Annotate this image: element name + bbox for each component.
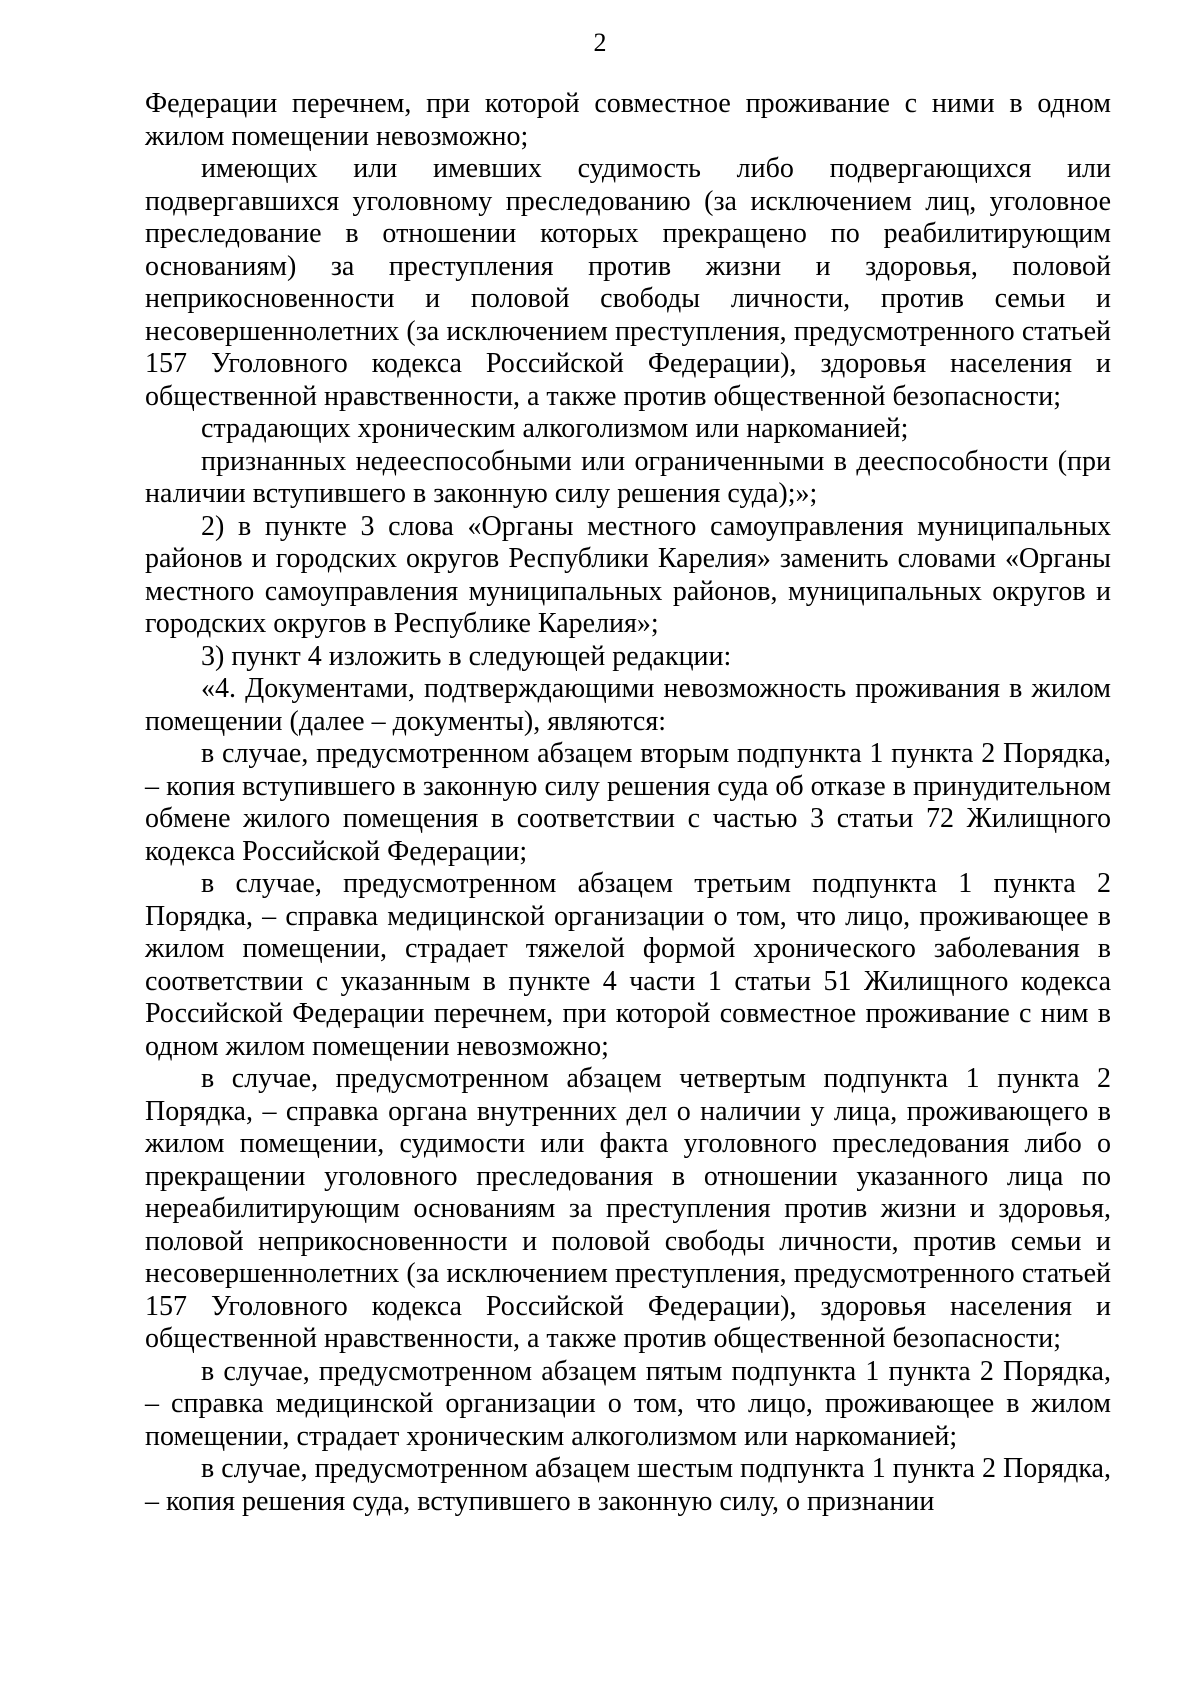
paragraph-continuation: Федерации перечнем, при которой совместное проживание с ними в одном жилом помещении невозможно; [145,88,1111,152]
paragraph-case-fourth: в случае, предусмотренном абзацем четвертым подпункта 1 пункта 2 Порядка, – справка органа внутренних дел о наличии у лица, проживающего в жилом помещении, судимости или факта уголовного преследования либо о прекращении уголовного преследования в отношении указанного лица по нереабилитирующим основаниям за преступления против жизни и здоровья, половой неприкосновенности и половой свободы личности, против семьи и несовершеннолетних (за исключением преступления, предусмотренного статьей 157 Уголовного кодекса Российской Федерации), здоровья населения и общественной нравственности, а также против общественной безопасности; [145,1063,1111,1354]
paragraph-amendment-2: 2) в пункте 3 слова «Органы местного самоуправления муниципальных районов и городских округов Республики Карелия» заменить словами «Органы местного самоуправления муниципальных районов, муниципальных округов и городских округов в Республике Карелия»; [145,510,1111,639]
paragraph-item-4: «4. Документами, подтверждающими невозможность проживания в жилом помещении (далее – документы), являются: [145,673,1111,737]
paragraph-case-fifth: в случае, предусмотренном абзацем пятым подпункта 1 пункта 2 Порядка, – справка медицинской организации о том, что лицо, проживающее в жилом помещении, страдает хроническим алкоголизмом или наркоманией; [145,1355,1111,1452]
paragraph-case-second: в случае, предусмотренном абзацем вторым подпункта 1 пункта 2 Порядка, – копия вступившего в законную силу решения суда об отказе в принудительном обмене жилого помещения в соответствии с частью 3 статьи 72 Жилищного кодекса Российской Федерации; [145,738,1111,867]
paragraph-amendment-3: 3) пункт 4 изложить в следующей редакции: [201,640,732,672]
document-body [145,88,1111,1518]
paragraph-incapacity: признанных недееспособными или ограниченными в дееспособности (при наличии вступившего в законную силу решения суда);»; [145,445,1111,509]
paragraph-alcoholism: страдающих хроническим алкоголизмом или наркоманией; [201,413,909,444]
paragraph-criminal-record: имеющих или имевших судимость либо подвергающихся или подвергавшихся уголовному преследованию (за исключением лиц, уголовное преследование в отношении которых прекращено по реабилитирующим основаниям) за преступления против жизни и здоровья, половой неприкосновенности и половой свободы личности, против семьи и несовершеннолетних (за исключением преступления, предусмотренного статьей 157 Уголовного кодекса Российской Федерации), здоровья населения и общественной нравственности, а также против общественной безопасности; [145,153,1111,412]
page-number: 2 [593,28,607,57]
paragraph-case-sixth: в случае, предусмотренном абзацем шестым подпункта 1 пункта 2 Порядка, – копия решения суда, вступившего в законную силу, о признании [145,1453,1111,1517]
paragraph-case-third: в случае, предусмотренном абзацем третьим подпункта 1 пункта 2 Порядка, – справка медицинской организации о том, что лицо, проживающее в жилом помещении, страдает тяжелой формой хронического заболевания в соответствии с указанным в пункте 4 части 1 статьи 51 Жилищного кодекса Российской Федерации перечнем, при которой совместное проживание с ним в одном жилом помещении невозможно; [145,868,1111,1062]
